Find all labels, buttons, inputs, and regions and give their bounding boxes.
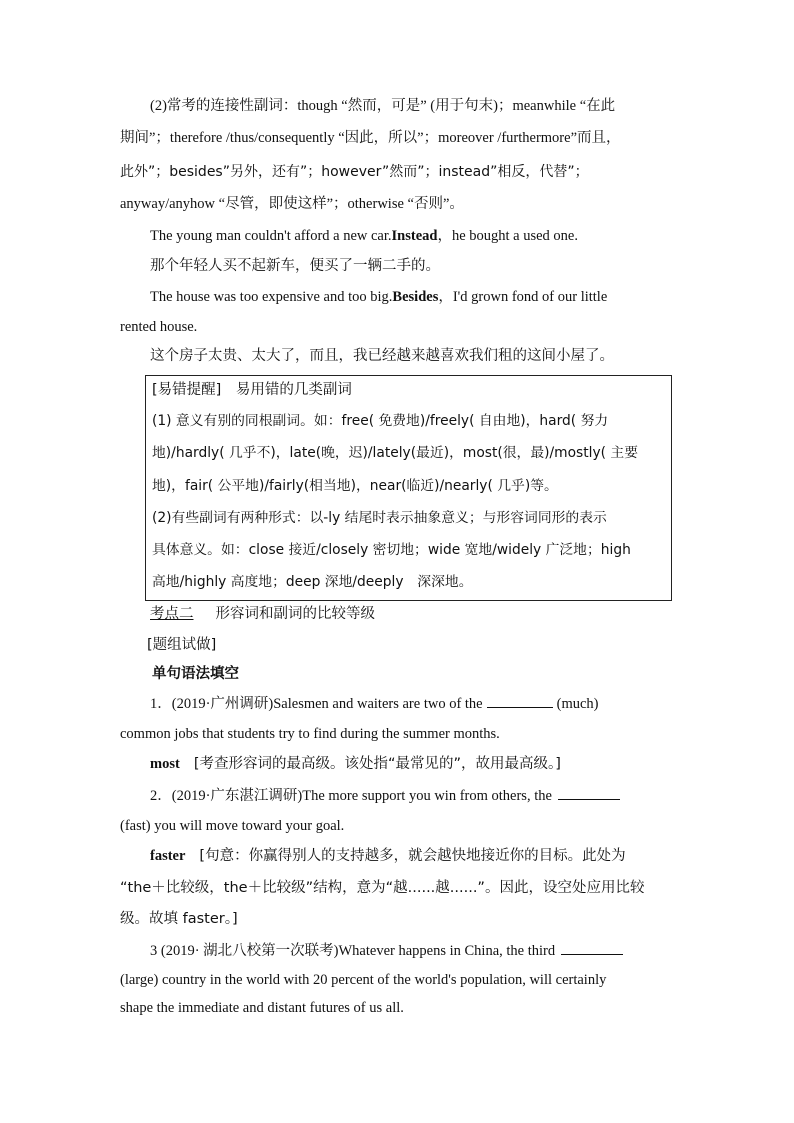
answer-explanation: [句意：你赢得别人的支持越多，就会越快地接近你的目标。此处为 — [199, 848, 626, 864]
answer-line — [150, 754, 561, 774]
question-line: common jobs that students try to find during the summer months. — [120, 726, 500, 742]
question-text: 2．(2019·广东湛江调研)The more support you win from others, the — [150, 788, 552, 804]
question-text: 1．(2019·广州调研)Salesmen and waiters are two of the — [150, 696, 483, 712]
paragraph-line: 此外”；besides”另外，还有”；however”然而”；instead”相反，代替”； — [120, 164, 589, 180]
exercise-tag: [题组试做] — [147, 637, 217, 653]
answer-word: most — [150, 756, 180, 772]
answer-explanation: 级。故填 faster。] — [120, 911, 238, 927]
example-keyword: Besides — [392, 289, 439, 305]
example-text: ，I'd grown fond of our little — [438, 289, 608, 305]
example-sentence — [150, 287, 607, 307]
tip-box-line: 高地/highly 高度地；deep 深地/deeply 深深地。 — [152, 574, 473, 590]
question-line — [150, 941, 623, 961]
question-hint: (much) — [556, 696, 599, 712]
tip-box-line: (1) 意义有别的同根副词。如：free( 免费地)/freely( 自由地)，hard( 努力 — [152, 413, 609, 429]
section-heading — [150, 604, 375, 624]
tip-box-line: (2)有些副词有两种形式：以-ly 结尾时表示抽象意义；与形容词同形的表示 — [152, 510, 607, 526]
paragraph-line: (2)常考的连接性副词：though “然而，可是” (用于句末)；meanwhile “在此 — [150, 98, 616, 114]
tip-box-line: 地)/hardly( 几乎不)，late(晚，迟)/lately(最近)，most(很，最)/mostly( 主要 — [152, 445, 639, 461]
question-text: 3 (2019· 湖北八校第一次联考)Whatever happens in China, the third — [150, 943, 556, 959]
example-text: ，he bought a used one. — [437, 228, 578, 244]
section-label: 考点二 — [150, 606, 194, 622]
example-sentence-cont: rented house. — [120, 319, 198, 335]
answer-blank[interactable] — [558, 786, 620, 800]
tip-box-title: [易错提醒] 易用错的几类副词 — [152, 382, 352, 398]
question-line: (fast) you will move toward your goal. — [120, 818, 345, 834]
example-translation: 那个年轻人买不起新车，便买了一辆二手的。 — [150, 258, 440, 274]
tip-box-line: 具体意义。如：close 接近/closely 密切地；wide 宽地/widely 广泛地；high — [152, 542, 631, 558]
example-text: The young man couldn't afford a new car. — [150, 228, 392, 244]
example-keyword: Instead — [391, 228, 438, 244]
answer-line — [150, 846, 626, 866]
answer-word: faster — [150, 848, 186, 864]
question-line: shape the immediate and distant futures of us all. — [120, 1000, 404, 1016]
section-title: 形容词和副词的比较等级 — [215, 606, 375, 622]
question-line — [150, 786, 674, 806]
answer-blank[interactable] — [487, 694, 553, 708]
tip-box-line: 地)，fair( 公平地)/fairly(相当地)，near(临近)/nearly( 几乎)等。 — [152, 478, 558, 494]
question-line: (large) country in the world with 20 percent of the world's population, will certainly — [120, 972, 607, 988]
answer-explanation: [考查形容词的最高级。该处指“最常见的”，故用最高级。] — [193, 756, 561, 772]
example-sentence — [150, 226, 578, 246]
example-translation: 这个房子太贵、太大了，而且，我已经越来越喜欢我们租的这间小屋了。 — [150, 348, 614, 364]
exercise-subheading: 单句语法填空 — [152, 666, 239, 682]
answer-blank[interactable] — [561, 941, 623, 955]
example-text: The house was too expensive and too big. — [150, 289, 393, 305]
question-line — [150, 694, 598, 714]
paragraph-line: anyway/anyhow “尽管，即使这样”；otherwise “否则”。 — [120, 196, 464, 212]
answer-explanation: “the＋比较级，the＋比较级”结构，意为“越......越......”。因此，设空处应用比较 — [120, 880, 645, 896]
paragraph-line: 期间”；therefore /thus/consequently “因此，所以”；moreover /furthermore”而且， — [120, 130, 621, 146]
